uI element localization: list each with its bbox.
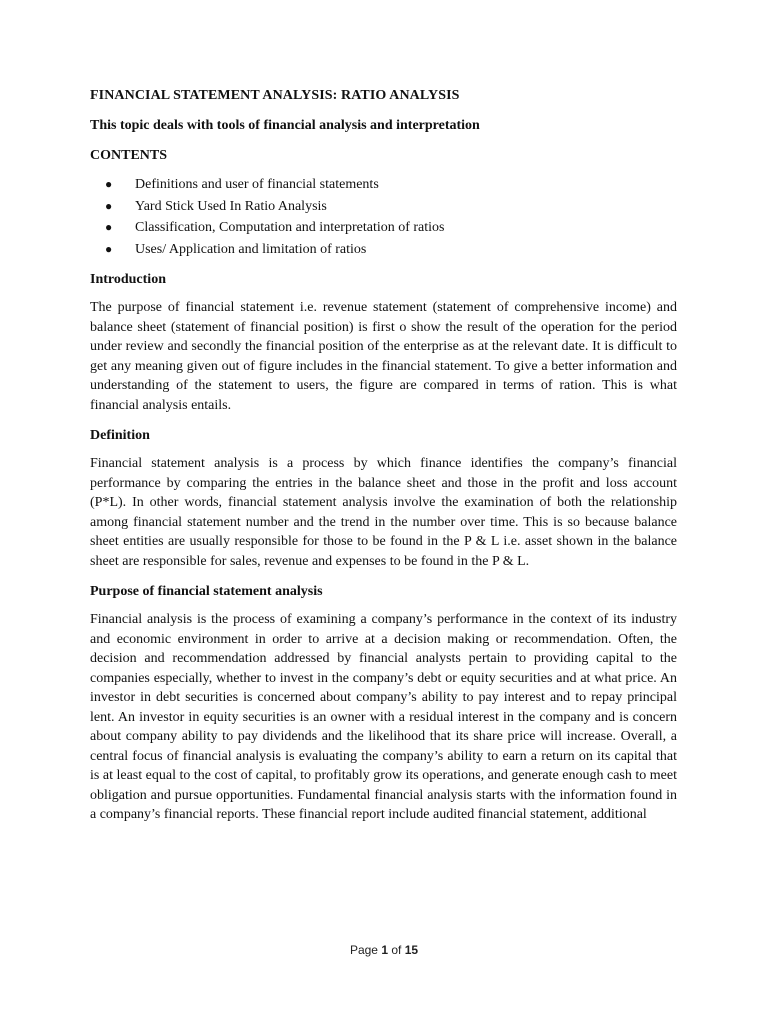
list-item-text: Yard Stick Used In Ratio Analysis [135,198,327,214]
document-title: FINANCIAL STATEMENT ANALYSIS: RATIO ANALYSIS [90,88,460,103]
bullet-icon: ● [105,177,113,191]
bullet-icon: ● [105,220,113,234]
introduction-paragraph: The purpose of financial statement i.e. revenue statement (statement of comprehensive income) and balance sheet (statement of financial position) is first o show the result of the operation for the period under review and secondly the financial position of the enterprise as at the relevant date. It is difficult to get any meaning given out of figure includes in the financial statement. To give a better information and understanding of the statement to users, the figure are compared in terms of ration. This is what financial analysis entails. [90,300,677,413]
document-subtitle: This topic deals with tools of financial analysis and interpretation [90,118,480,133]
list-item [90,239,677,261]
purpose-paragraph: Financial analysis is the process of examining a company’s performance in the context of its industry and economic environment in order to arrive at a decision making or recommendation. Often, the decision and recommendation addressed by financial analysts pertain to providing capital to the companies especially, whether to invest in the company’s debt or equity securities and at what price. An investor in debt securities is concerned about company’s ability to pay interest and to repay principal lent. An investor in equity securities is an owner with a residual interest in the company and is concern about company ability to pay dividends and the likelihood that its share price will increase. Overall, a central focus of financial analysis is evaluating the company’s ability to earn a return on its capital that is at least equal to the cost of capital, to profitably grow its operations, and generate enough cash to meet obligation and pursue opportunities. Fundamental financial analysis starts with the information found in a company’s financial reports. These financial report include audited financial statement, additional [90,612,677,822]
contents-list [90,174,677,260]
definition-paragraph: Financial statement analysis is a process by which finance identifies the company’s financial performance by comparing the entries in the balance sheet and those in the profit and loss account (P*L). In other words, financial statement analysis involve the examination of both the relationship among financial statement number and the trend in the number over time. This is so because balance sheet entities are usually responsible for those to be found in the P & L i.e. asset shown in the balance sheet are responsible for sales, revenue and expenses to be found in the P & L. [90,456,677,569]
introduction-heading: Introduction [90,272,166,287]
list-item [90,217,677,239]
contents-heading: CONTENTS [90,148,168,163]
current-page-number: 1 [381,943,388,957]
total-pages-number: 15 [404,943,419,957]
list-item [90,196,677,218]
bullet-icon: ● [105,241,113,256]
page-label: Page [349,943,378,957]
document-page [90,88,677,838]
list-item-text: Classification, Computation and interpretation of ratios [135,220,445,235]
list-item-text: Uses/ Application and limitation of ratios [135,241,367,257]
of-label: of [391,943,402,957]
purpose-heading: Purpose of financial statement analysis [90,584,323,599]
bullet-icon: ● [105,198,113,213]
list-item-text: Definitions and user of financial statements [135,177,379,192]
definition-heading: Definition [90,428,150,443]
page-footer [0,943,768,957]
list-item [90,174,677,196]
